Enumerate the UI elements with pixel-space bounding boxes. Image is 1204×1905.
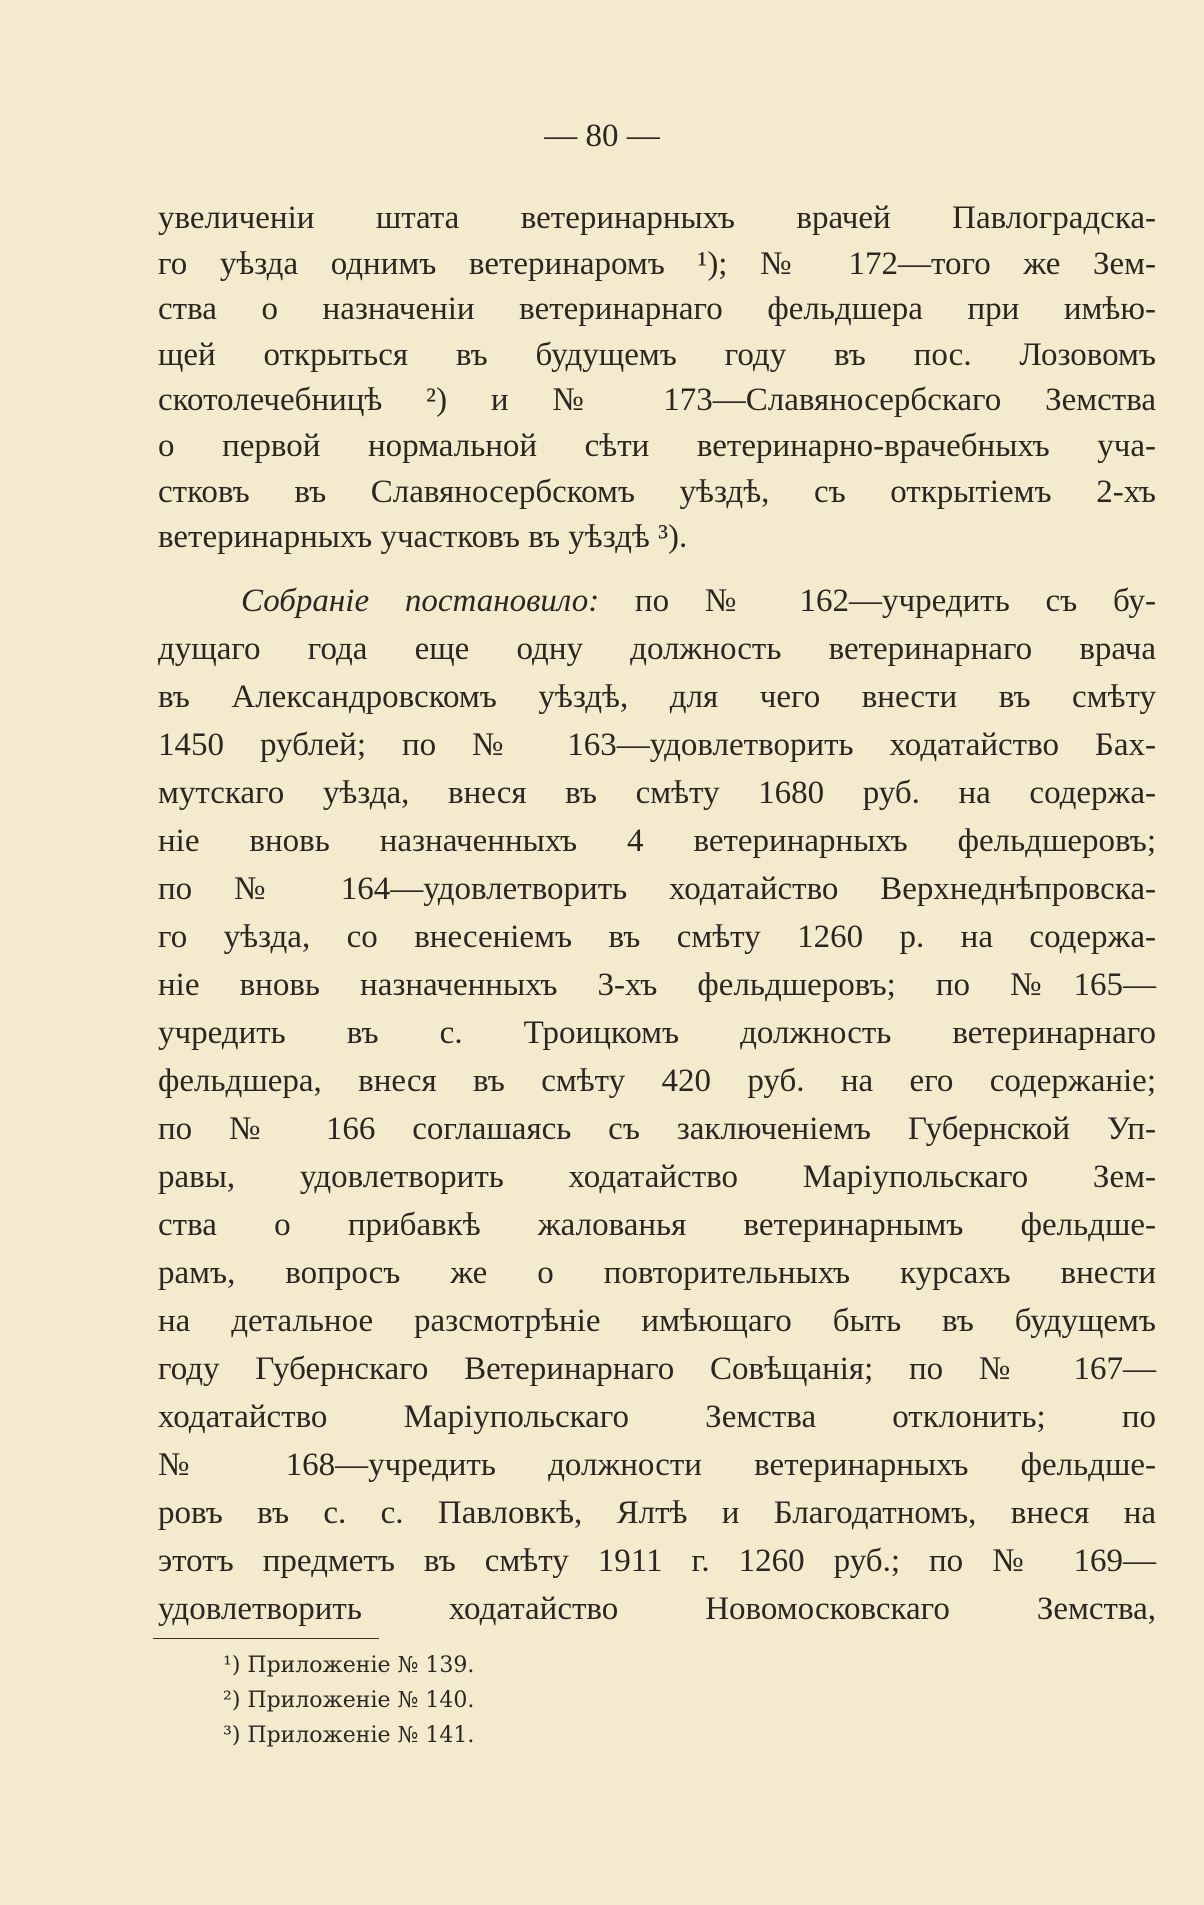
footnote: ¹) Приложеніе № 139. [223,1653,475,1678]
text-line: на детальное разсмотрѣніе имѣющаго быть въ будущемъ [158,1303,1156,1339]
text-line: году Губернскаго Ветеринарнаго Совѣщанія; по № 167— [158,1351,1156,1387]
footnote-divider [153,1638,379,1639]
text-line: ветеринарныхъ участковъ въ уѣздѣ ³). [158,519,688,556]
text-line: щей открыться въ будущемъ году въ пос. Лозовомъ [158,336,1156,373]
text-line: о первой нормальной сѣти ветеринарно-врачебныхъ уча- [158,427,1156,464]
text-line: равы, удовлетворить ходатайство Маріупольскаго Зем- [158,1159,1156,1195]
text-line: по № 166 соглашаясь съ заключеніемъ Губернской Уп- [158,1111,1156,1147]
italic-lead: Собраніе постановило: [241,583,600,619]
text-line: го уѣзда однимъ ветеринаромъ ¹); № 172—того же Зем- [158,245,1156,282]
text-line [158,577,1156,625]
footnotes [223,1648,474,1753]
paragraph-2 [158,577,1156,1633]
text-line: ства о прибавкѣ жалованья ветеринарнымъ фельдше- [158,1207,1156,1243]
page-number: — 80 — [544,118,660,154]
text-line: ровъ въ с. с. Павловкѣ, Ялтѣ и Благодатномъ, внеся на [158,1495,1156,1531]
text-line: учредить въ с. Троицкомъ должность ветеринарнаго [158,1015,1156,1051]
text-line: фельдшера, внеся въ смѣту 420 руб. на его содержаніе; [158,1063,1156,1099]
text-line: этотъ предметъ въ смѣту 1911 г. 1260 руб.; по № 169— [158,1543,1156,1579]
text-line: въ Александровскомъ уѣздѣ, для чего внести въ смѣту [158,679,1156,715]
text-line: скотолечебницѣ ²) и № 173—Славяносербскаго Земства [158,382,1156,419]
footnote: ²) Приложеніе № 140. [223,1688,475,1713]
lead-text: по № 162—учредить съ бу- [599,583,1156,619]
text-line: мутскаго уѣзда, внеся въ смѣту 1680 руб. на содержа- [158,775,1156,811]
text-line: ніе вновь назначенныхъ 3-хъ фельдшеровъ; по №165— [158,967,1156,1003]
text-line: го уѣзда, со внесеніемъ въ смѣту 1260 р. на содержа- [158,919,1156,955]
text-line: увеличеніи штата ветеринарныхъ врачей Павлоградска- [158,200,1156,236]
text-line: дущаго года еще одну должность ветеринарнаго врача [158,631,1156,667]
text-line: ніе вновь назначенныхъ 4 ветеринарныхъ фельдшеровъ; [158,823,1156,859]
text-line: ходатайство Маріупольскаго Земства отклонить; по [158,1399,1156,1435]
text-line: 1450 рублей; по № 163—удовлетворить ходатайство Бах- [158,727,1156,763]
paragraph-1 [158,196,1156,561]
text-line: ства о назначеніи ветеринарнаго фельдшера при имѣю- [158,291,1156,328]
text-line: удовлетворить ходатайство Новомосковскаго Земства, [158,1591,1156,1627]
text-line: по № 164—удовлетворить ходатайство Верхнеднѣпровска- [158,871,1156,907]
text-line: стковъ въ Славяносербскомъ уѣздѣ, съ открытіемъ 2-хъ [158,473,1156,510]
footnote: ³) Приложеніе № 141. [223,1723,475,1748]
text-line: рамъ, вопросъ же о повторительныхъ курсахъ внести [158,1255,1156,1291]
text-line: № 168—учредить должности ветеринарныхъ фельдше- [158,1447,1156,1483]
